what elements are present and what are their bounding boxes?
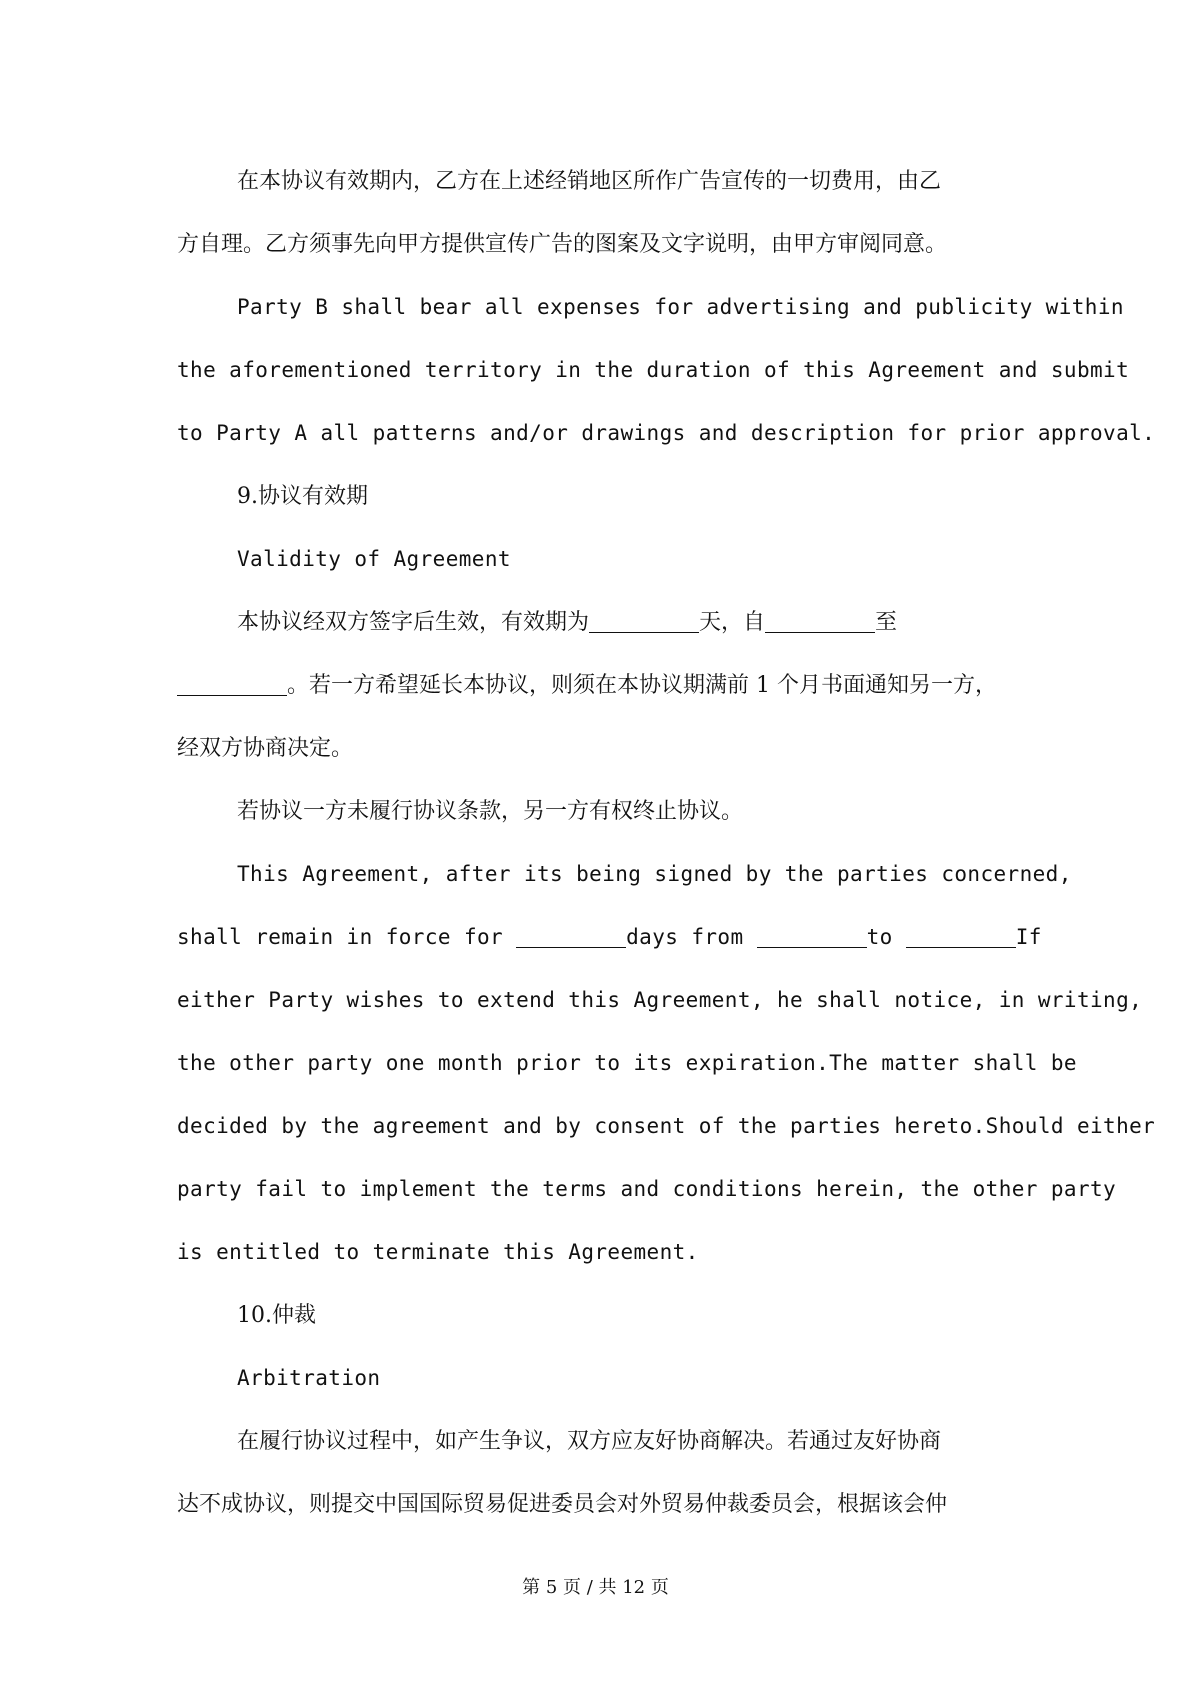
fill-in-blank bbox=[177, 673, 287, 696]
paragraph-line: Party B shall bear all expenses for advertising and publicity within bbox=[237, 295, 1124, 319]
paragraph-line bbox=[177, 654, 1027, 717]
paragraph-line: 经双方协商决定。 bbox=[177, 736, 354, 761]
fill-in-blank bbox=[906, 925, 1016, 948]
text-segment: to bbox=[866, 925, 906, 949]
paragraph-line: to Party A all patterns and/or drawings and description for prior approval. bbox=[177, 421, 1156, 445]
text-segment: days from bbox=[626, 925, 757, 949]
section-heading-cn: 9.协议有效期 bbox=[237, 484, 368, 509]
paragraph-line bbox=[177, 906, 1042, 969]
paragraph-line: 方自理。乙方须事先向甲方提供宣传广告的图案及文字说明，由甲方审阅同意。 bbox=[177, 232, 948, 257]
text-segment: 。若一方希望延长本协议，则须在本协议期满前 1 个月书面通知另一方， bbox=[287, 673, 997, 698]
text-segment: 天，自 bbox=[699, 610, 766, 635]
paragraph-line: This Agreement, after its being signed by the parties concerned, bbox=[237, 862, 1072, 886]
paragraph-line: the aforementioned territory in the duration of this Agreement and submit bbox=[177, 358, 1130, 382]
fill-in-blank bbox=[589, 610, 699, 633]
section-heading-cn: 10.仲裁 bbox=[237, 1303, 316, 1328]
fill-in-blank bbox=[765, 610, 875, 633]
paragraph-line: the other party one month prior to its expiration.The matter shall be bbox=[177, 1051, 1077, 1075]
fill-in-blank bbox=[516, 925, 626, 948]
text-segment: If bbox=[1015, 925, 1042, 949]
section-heading-en: Validity of Agreement bbox=[237, 547, 511, 571]
paragraph-line: 若协议一方未履行协议条款，另一方有权终止协议。 bbox=[237, 799, 744, 824]
document-body bbox=[177, 150, 1156, 1536]
section-heading-en: Arbitration bbox=[237, 1366, 381, 1390]
page-number-footer: 第 5 页 / 共 12 页 bbox=[522, 1577, 669, 1598]
paragraph-line: either Party wishes to extend this Agreement, he shall notice, in writing, bbox=[177, 988, 1143, 1012]
fill-in-blank bbox=[757, 925, 867, 948]
text-segment: shall remain in force for bbox=[177, 925, 517, 949]
paragraph-line bbox=[177, 591, 1027, 654]
paragraph-line: party fail to implement the terms and conditions herein, the other party bbox=[177, 1177, 1117, 1201]
paragraph-line: 在履行协议过程中，如产生争议，双方应友好协商解决。若通过友好协商 bbox=[237, 1429, 942, 1454]
paragraph-line: 达不成协议，则提交中国国际贸易促进委员会对外贸易仲裁委员会，根据该会仲 bbox=[177, 1492, 948, 1517]
text-segment: 至 bbox=[875, 610, 898, 635]
paragraph-line: 在本协议有效期内，乙方在上述经销地区所作广告宣传的一切费用，由乙 bbox=[237, 169, 942, 194]
paragraph-line: decided by the agreement and by consent of the parties hereto.Should either bbox=[177, 1114, 1156, 1138]
text-segment: 本协议经双方签字后生效，有效期为 bbox=[237, 610, 590, 635]
paragraph-line: is entitled to terminate this Agreement. bbox=[177, 1240, 699, 1264]
